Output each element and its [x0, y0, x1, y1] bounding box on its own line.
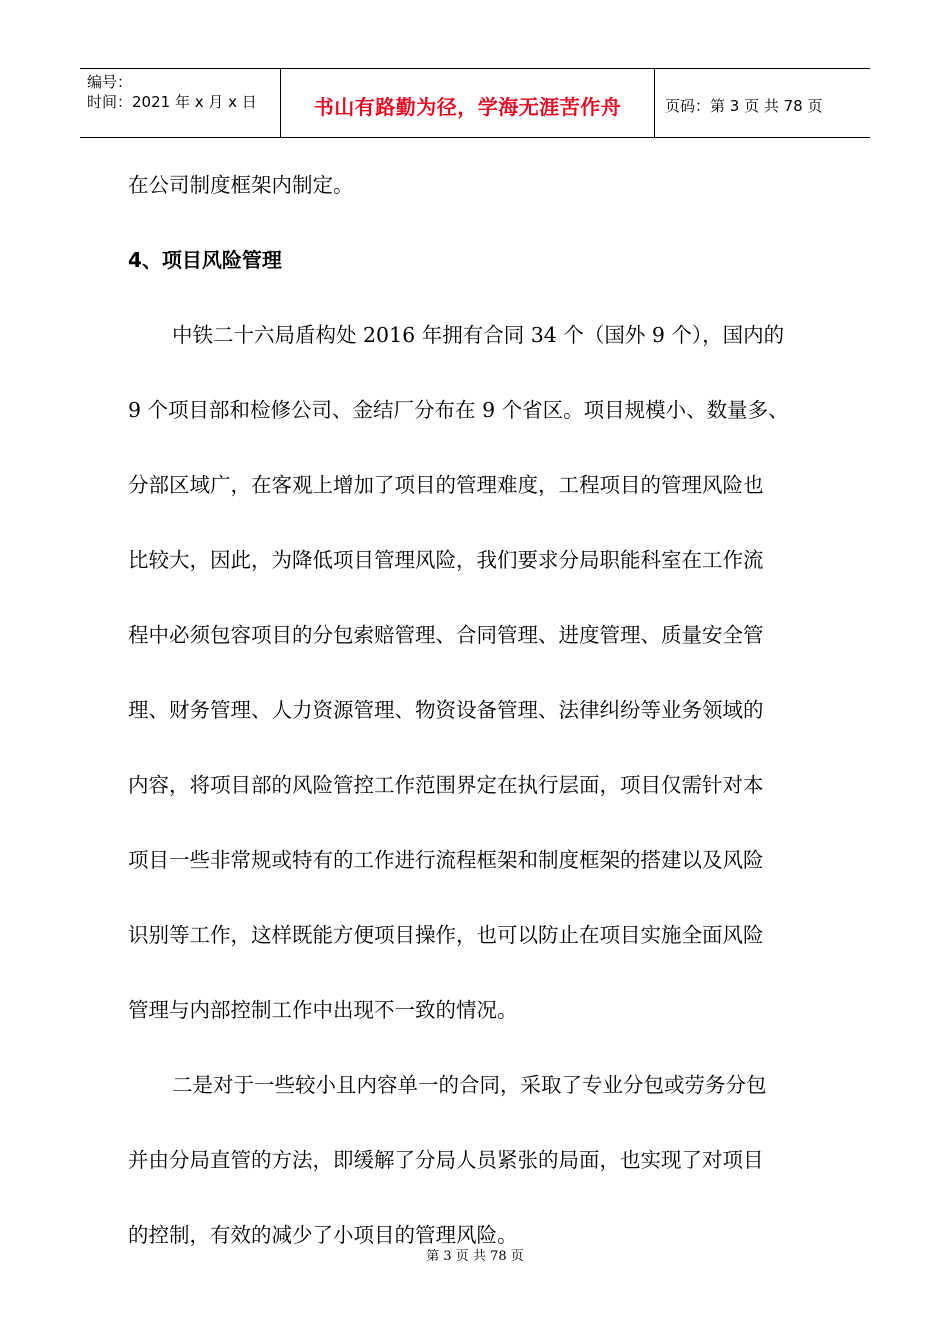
motto-text: 书山有路勤为径，学海无涯苦作舟: [313, 94, 622, 119]
text-line: 比较大，因此，为降低项目管理风险，我们要求分局职能科室在工作流: [128, 548, 764, 572]
header-motto-cell: [281, 69, 655, 137]
text-line: 分部区域广，在客观上增加了项目的管理难度，工程项目的管理风险也: [128, 473, 764, 497]
header-page-cell: [655, 69, 870, 137]
document-body: [128, 155, 848, 1280]
text-line: 识别等工作，这样既能方便项目操作，也可以防止在项目实施全面风险: [128, 923, 764, 947]
text-line: 管理与内部控制工作中出现不一致的情况。: [128, 998, 518, 1022]
text-line: 内容，将项目部的风险管控工作范围界定在执行层面，项目仅需针对本: [128, 773, 764, 797]
section-heading: 4、项目风险管理: [128, 248, 282, 272]
doc-number-label: 编号：: [87, 73, 133, 91]
text-line: 的控制，有效的减少了小项目的管理风险。: [128, 1223, 518, 1247]
text-line: 9 个项目部和检修公司、金结厂分布在 9 个省区。项目规模小、数量多、: [128, 398, 789, 422]
page-footer: [0, 1245, 950, 1264]
text-line: 并由分局直管的方法，即缓解了分局人员紧张的局面，也实现了对项目: [128, 1148, 764, 1172]
footer-page-number: 第 3 页 共 78 页: [426, 1249, 524, 1264]
header-meta-cell: [80, 69, 281, 137]
text-line: 在公司制度框架内制定。: [128, 173, 354, 197]
text-line: 程中必须包容项目的分包索赔管理、合同管理、进度管理、质量安全管: [128, 623, 764, 647]
paragraph-start-line: 中铁二十六局盾构处 2016 年拥有合同 34 个（国外 9 个），国内的: [172, 323, 785, 347]
page-header: [80, 68, 870, 138]
paragraph-start-line: 二是对于一些较小且内容单一的合同，采取了专业分包或劳务分包: [172, 1073, 767, 1097]
text-line: 项目一些非常规或特有的工作进行流程框架和制度框架的搭建以及风险: [128, 848, 764, 872]
text-line: 理、财务管理、人力资源管理、物资设备管理、法律纠纷等业务领域的: [128, 698, 764, 722]
date-label: 时间：2021 年 x 月 x 日: [87, 93, 257, 111]
page-info: 页码：第 3 页 共 78 页: [665, 96, 823, 115]
